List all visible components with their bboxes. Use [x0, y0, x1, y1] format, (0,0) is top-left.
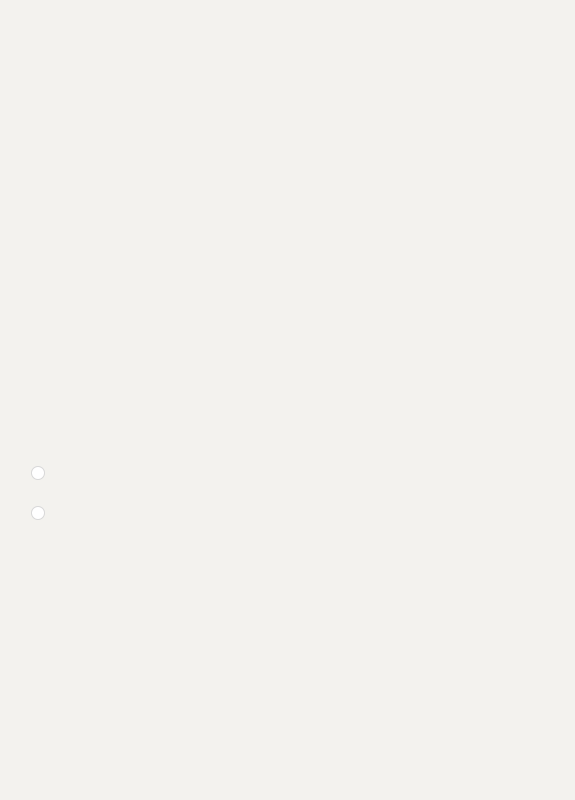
punch-hole-top: [31, 466, 45, 480]
punch-hole-bottom: [31, 506, 45, 520]
